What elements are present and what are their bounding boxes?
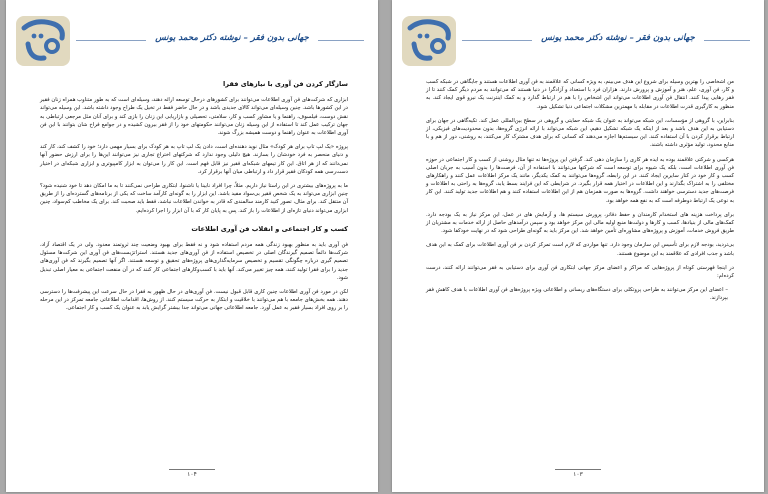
paragraph: پروژه «یک لپ تاپ برای هر کودک» مثال نوید دهنده‌ای است، دادن یک لپ تاپ به هر کودک برای بسیار مهمی دارد؛ خود را کشف کند، کار کند و دنیای منحصر به فرد خودشان را بسازند. هیچ دلیلی وجود ندارد که شرکتهای اختراع تجاری نیز می‌توانند این‌ها را برای ارزش حضور آنها نمی‌دانند که از هر اتاق. این کار تیمهای شبکه‌ای فقیر نیز قابل فهم است. این کار را می‌توان به ابزار کامپیوتری و ابزاری شبکه‌ای در اختیار دست‌رسی همه کودکان فقیر قرار داد و ارتباطی میان آنها برقرار کرد. — [40, 144, 348, 175]
paragraph: فن آوری باید به منظور بهبود زندگی همه مردم استفاده شود و نه فقط برای بهبود وضعیت چند ثروتمند معدود. ولی در یک اقتصاد آزاد، شرکت‌ها دائماً تصمیم گیرندگان اصلی در تخصیص استفاده از فن آوری‌های جدید هستند. استراتژیست‌های فن آوری این شرکت‌ها مسئول تصمیم گیری درباره چگونگی تقسیم و تخصیص سرمایه‌گذاری‌های پروژه‌های تحقیق و توسعه هستند. اگر آنها تصمیم بگیرند که فن آوری‌های جدید را برای فقرا تولید کنند، همه چیز تغییر می‌کند. آنها باید با کسب‌و‌کارهای اجتماعی کار کنند که در آن منفعت اجتماعی به معیار اصلی تبدیل شود. — [40, 242, 348, 281]
section-title-adapting-technology: سازگار کردن فن آوری با نیازهای فقرا — [223, 80, 348, 88]
book-logo-icon — [400, 14, 458, 68]
header-title: جهانی بدون فقر – نوشته دکتر محمد یونس — [532, 33, 704, 43]
page-left — [6, 0, 378, 492]
paragraph: بی‌تردید، بودجه لازم برای تأسیس این سازمان وجود دارد. تنها مواردی که لازم است تمرکز کردن بر فن آوری اطلاعات برای کمک به این هدف باشد و جذب افرادی که علاقمند به این موضوع هستند. — [426, 242, 734, 257]
page-header — [6, 14, 378, 68]
page-right — [392, 0, 764, 492]
paragraph: ما به پروژه‌های بیشتری در این راستا نیاز داریم. مثلاً، چرا افراد نابینا یا ناشنوا، ابتکاری طراحی نمی‌کنند تا به ما امکان دهد تا خود شنیده شود؟ چنین ابزاری می‌تواند به یک شخص فقیر بی‌سواد مفید باشد. این ابزار را به گونه‌ای کارآمد ساخت که یکی از برنامه‌های گسترده‌ای را از طریق آن منتقل کند. برای مثال، تصور کنید کارمند سالمندی که قادر به خواندن اطلاعات نباشد، فقط باید صحبت کند. برای یک مخاطب کم‌سواد، چنین ابزاری می‌تواند دنیای تازه‌ای از اطلاعات را باز کند. پس به پایان کار که با آن ابزار را اجرا کرده‌ایم. — [40, 183, 348, 214]
paragraph: من اشخاصی را بهترین وسیله برای شروع این هدف می‌بینم، به ویژه کسانی که علاقمند به فن آوری اطلاعات هستند و جایگاهی در شبکه کسب و کار، فن آوری، علم، هنر و آموزش و پرورش دارند. هزاران فرد با استعداد و آزادگرا در دنیا هستند که می‌توانند به مردم دیگر کمک کنند تا از فقر رهایی پیدا کنند. انتقال فن آوری اطلاعات می‌تواند این اشخاص را با هم در ارتباط گذارد و به کمک اینترنت یک نیرو قوی ایجاد کند. به منظور به کارگیری قدرت اطلاعات در مقابله با مهمترین مشکلات اجتماعی دنیا تشکیل شود. — [426, 79, 734, 110]
paragraph: در اینجا فهرستی کوتاه از پروژه‌هایی که مراکز و اعضای مرکز جهانی ابتکاری فن آوری برای دستیابی به فقر می‌توانند ارائه کنند، درست کرده‌ام: — [426, 264, 734, 280]
paragraph: بنابراین، با گروهی از مؤسسات، این شبکه می‌تواند به عنوان یک شبکه حمایتی و گروهی در سطح بین‌المللی عمل کند. تکیه‌گاهی در جهان برای دستیابی به این هدف باشد و بعد از اینکه یک شبکه تشکیل دهیم، این شبکه می‌تواند با ارائه انرژی گروه‌ها، بدون محدودیت‌های فیزیکی، از ارتباط برقرار کردن با آن استفاده کنند. این سیستم‌ها اجازه می‌دهند که کسانی که برای هدف مشترک کار می‌کنند، به روشنی، دور از هم و با منابع محدود، تولید مؤثری داشته باشند. — [426, 117, 734, 149]
page-number-text: ۱۰۴ — [169, 469, 215, 478]
page-number — [6, 471, 378, 478]
bullet-item: – اعضای این مرکز می‌توانند به طراحی پروتکلی برای دستگاه‌های ریسانی و اطلاعاتی ویژه پروژه‌های فن آوری اطلاعات با هدف کاهش فقر بپردازند. — [426, 287, 728, 302]
paragraph: لکن در مورد فن آوری اطلاعات چنین کاری قابل قبول نیست. فن آوری‌های در حال ظهور به فقرا در حال سرعت این پیشرفت‌ها را دسترسی دهند. همه بخش‌های جامعه با هم می‌توانند با خلاقیت و ابتکار به حرکت سیستم کنند. از روش‌ها، اقدامات اطلاعاتی جامعه تمرکز در این مرحله را بر روی افراد بسیار فقیر به عمل آورد. جامعه اطلاعاتی جهانی می‌تواند جدا بیشتر گرایش یابد به عنوان یک کسب و کار اجتماعی. — [40, 289, 348, 312]
paragraph: برای پرداخت هزینه های استخدام کارمندان و حفظ دفاتر، پرورش سیستم ها، و آزمایش های در عمل، این مرکز نیاز به یک بودجه دارد. کمک‌های مالی از بنیادها، کسب و کارها و دولت‌ها منبع اولیه مالی این مرکز خواهد بود و سپس درآمدهای حاصل از ارائه خدمات به مشتریان از طریق فروش خدمات، آموزش و پروژه‌های مشاوره‌ای تأمین خواهد شد. این مرکز باید به گونه‌ای طراحی شود که در نهایت خودکفا شود. — [426, 211, 734, 235]
book-logo-icon — [14, 14, 72, 68]
page-header — [392, 14, 764, 68]
section-title-social-business-it: کسب و کار اجتماعی و انقلاب فن آوری اطلاعات — [191, 224, 348, 233]
page-number — [392, 471, 764, 478]
paragraph: ابزاری که شرکت‌های فن آوری اطلاعات می‌توانند برای کشورهای درحال توسعه ارائه دهند، وسیله‌ای است که به طور متناوب همراه زنان فقیر در این کشورها باشد. چنین وسیله‌ای می‌تواند کالای جدیدی باشد و در حال حاضر فقط در تخیل یک طراح وجود داشته باشد. این وسیله می‌تواند نقش دوست، فیلسوف، راهنما و یا مشاور کسب و کار، سلامتی، تحصیلی و بازاریابی این زنان را بازی کند و برای آنان مثل مرجعی ارتباطی به جهان ترکیب عمل کند تا استفاده از این وسیله زنان می‌توانند حکومتهای خود را از فقر بیرون کشیده و در جوامع فراخ شان بتوانند با این فن آوری اطلاعات به عنوان راهنما و دوست همیشه بزرگ شوند. — [40, 97, 348, 137]
header-title: جهانی بدون فقر – نوشته دکتر محمد یونس — [146, 33, 318, 43]
paragraph: هرکسی و شرکتی علاقمند بوده به ایده هر کاری را سازمان دهی کند. گرفتن این پروژه‌ها نه تنها مثال روشنی از کسب و کار اجتماعی در حوزه فن آوری اطلاعات است، بلکه یک شیوه برای توسعه است که شرکتها می‌توانند با استفاده از آن، فرصت‌ها را بدون آسیب به جریان اصلی کسب و کار خود در کنار سایرین ایجاد کنند. در این رابطه، گروه‌ها می‌توانند به کمک یکدیگر، مانند یک مرکز اطلاعات عمل کنند و راهکارهای مختلفی را به اشتراک بگذارند و این اطلاعات در اختیار همه قرار بگیرد. در شرایطی که این فرایند بسط یابد، گروه‌ها به راحتی به اطلاعات و فرصت‌های جدید دسترسی خواهند داشت. گروه‌ها به صورت همزمان هم از این اطلاعات استفاده کنند و هم اطلاعات جدید تولید کنند. این کار به نوعی یک ارتباط دوطرفه است که به نفع همه خواهد بود. — [426, 156, 734, 204]
left-page-body — [40, 78, 348, 319]
page-number-text: ۱۰۳ — [555, 469, 601, 478]
right-page-body — [426, 78, 734, 309]
